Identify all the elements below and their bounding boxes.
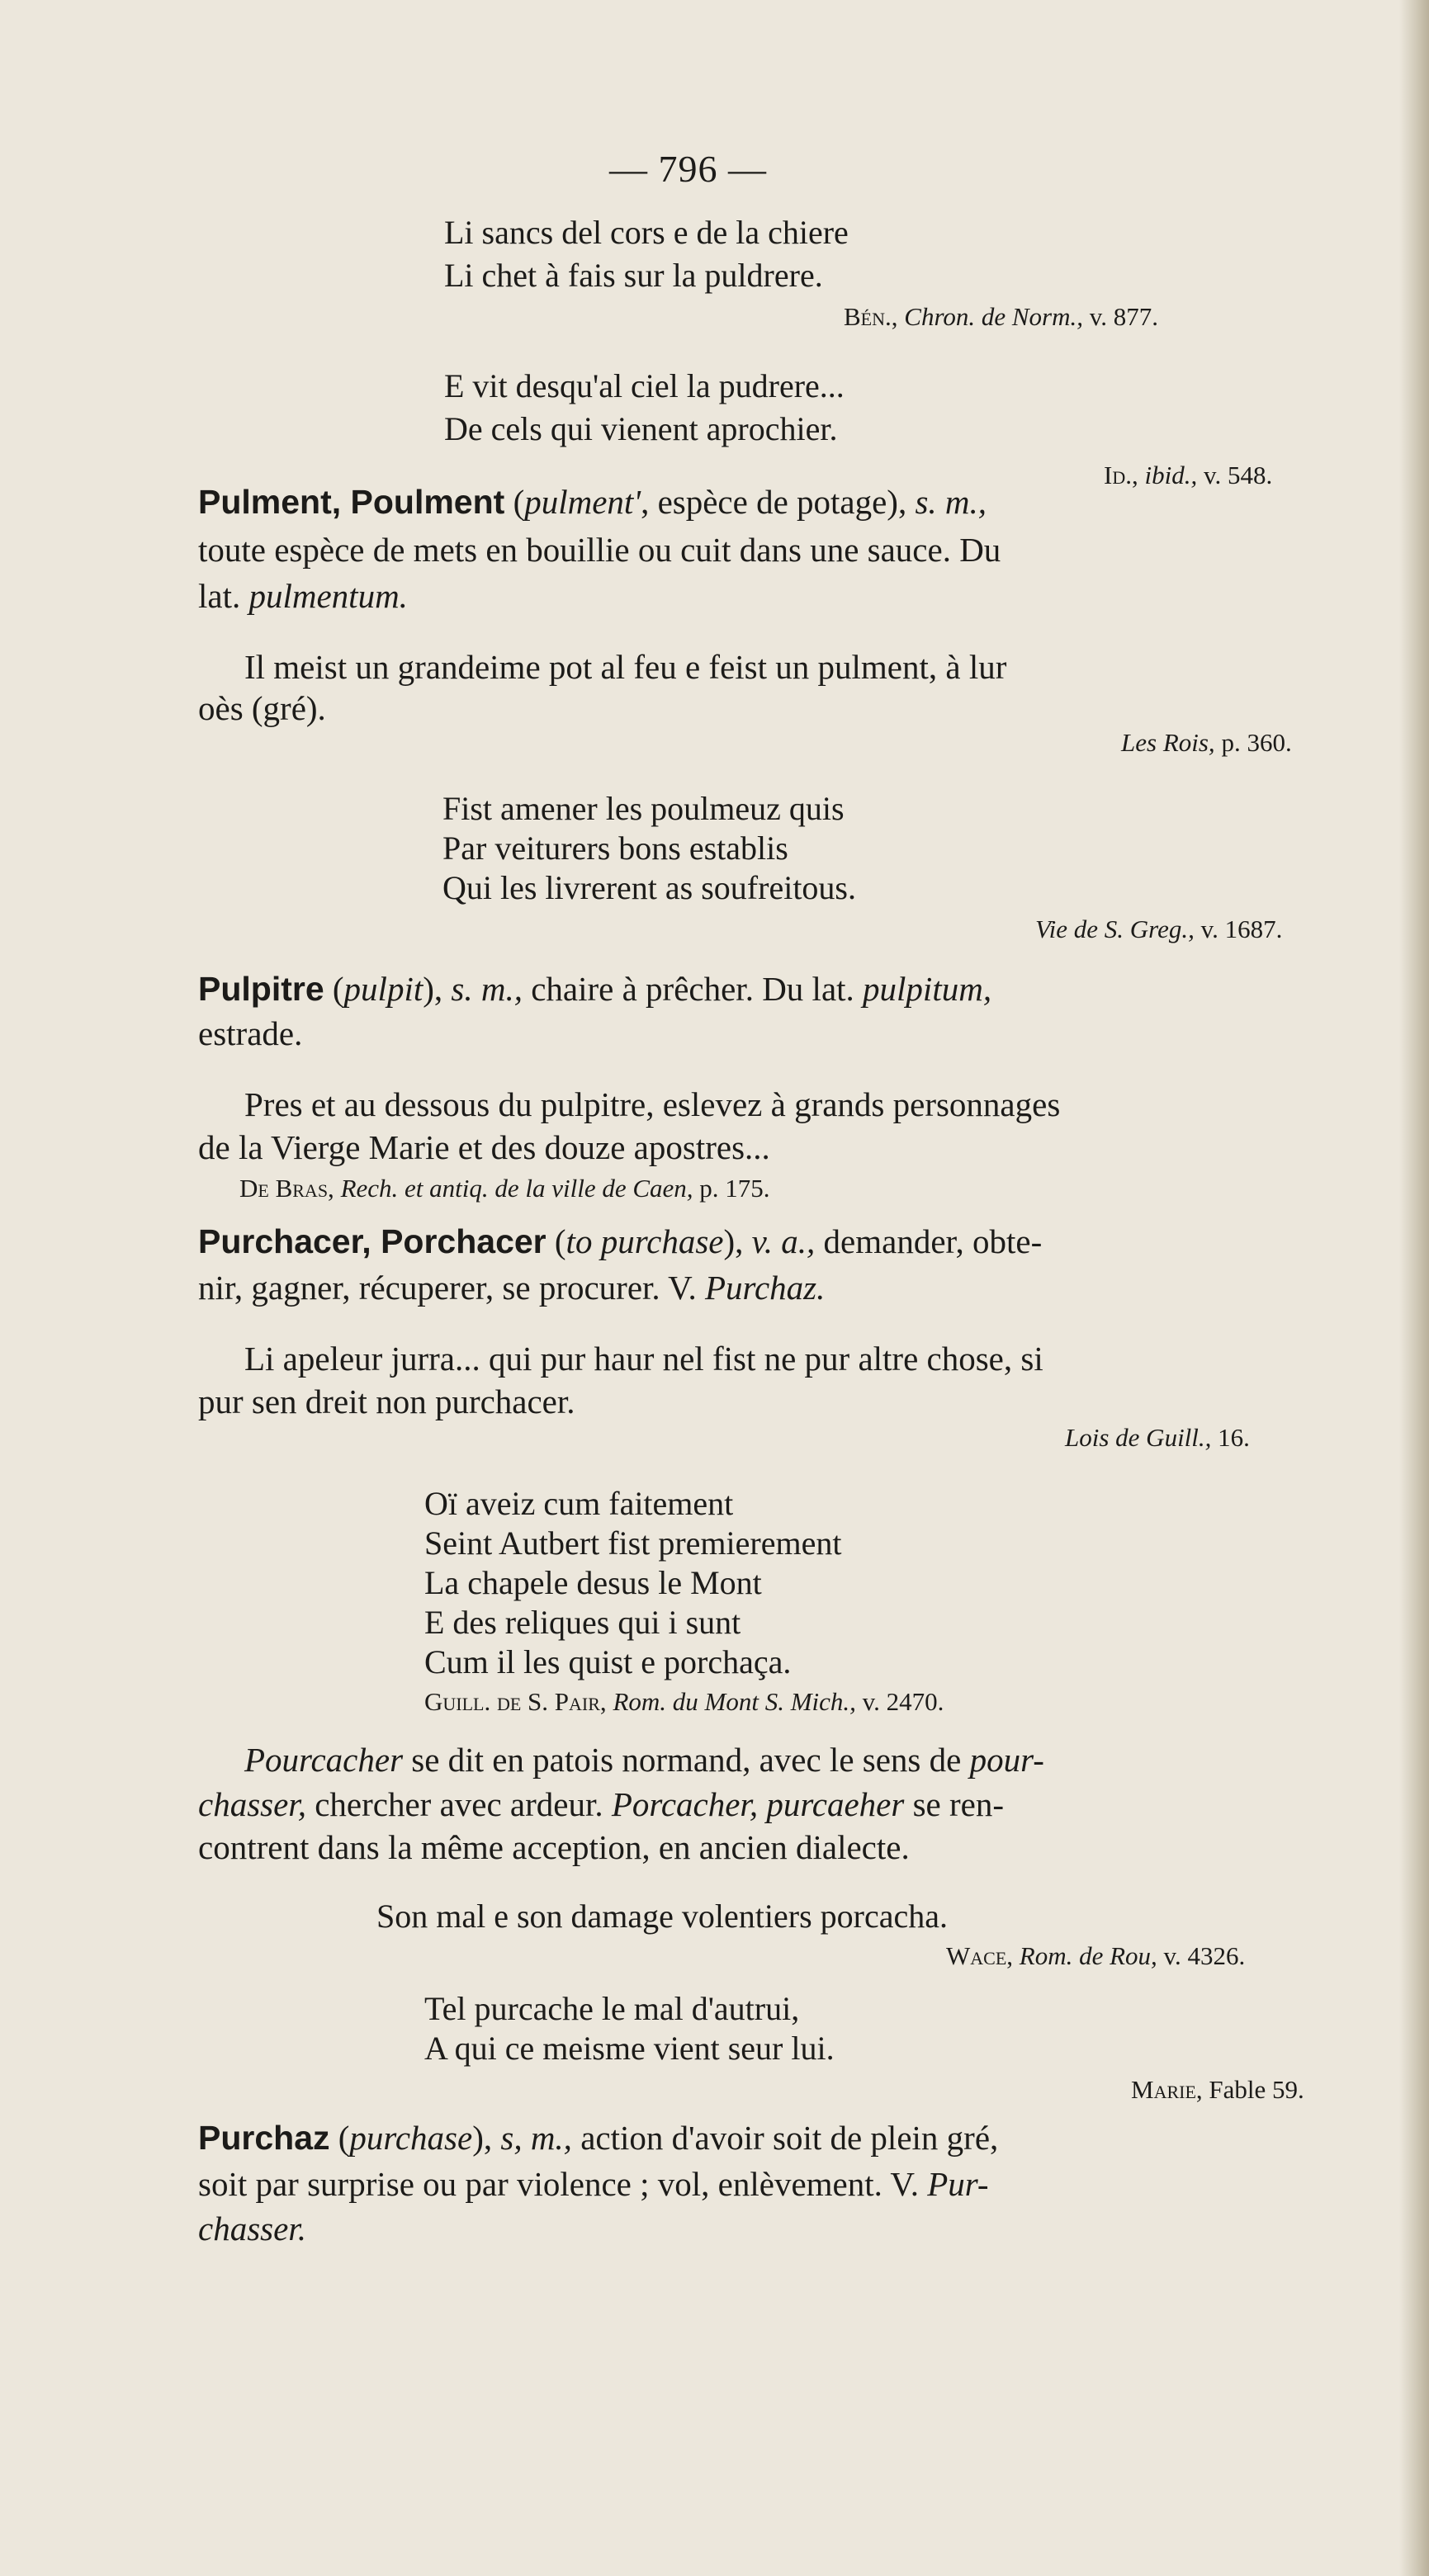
citation-author: De Bras, bbox=[239, 1174, 334, 1203]
dialect-word: pour- bbox=[969, 1741, 1044, 1779]
part-of-speech: s. m., bbox=[451, 970, 523, 1008]
verse-line: Son mal e son damage volentiers porcacha. bbox=[376, 1898, 948, 1935]
verse-line: Li sancs del cors e de la chiere bbox=[444, 214, 849, 251]
etymology-close: ), bbox=[472, 2119, 493, 2157]
headword: Purchacer, Porchacer bbox=[198, 1222, 547, 1260]
definition-line: toute espèce de mets en bouillie ou cuit dans une sauce. Du bbox=[198, 531, 1001, 569]
verse-line: Cum il les quist e porchaça. bbox=[424, 1643, 792, 1680]
page-edge-shadow bbox=[1399, 0, 1429, 2576]
cross-reference: Pur- bbox=[927, 2165, 989, 2203]
latin-label: lat. bbox=[198, 577, 241, 615]
citation bbox=[1121, 730, 1292, 755]
citation-ref: p. 360. bbox=[1221, 728, 1292, 757]
part-of-speech: s. m., bbox=[915, 483, 987, 521]
entry-pulpitre-line-1 bbox=[198, 972, 991, 1006]
citation-author: Wace, bbox=[946, 1941, 1014, 1970]
definition-line bbox=[198, 1271, 825, 1305]
citation-ref: 16. bbox=[1218, 1423, 1250, 1452]
cross-reference: Purchaz. bbox=[705, 1269, 826, 1307]
verse-line: De cels qui vienent aprochier. bbox=[444, 410, 838, 447]
citation-ref: v. 2470. bbox=[862, 1687, 944, 1716]
verse-line: Li chet à fais sur la puldrere. bbox=[444, 257, 823, 294]
entry-purchacer-line-1 bbox=[198, 1222, 1043, 1260]
part-of-speech: v. a., bbox=[751, 1222, 816, 1260]
etymology-close: ), bbox=[423, 970, 443, 1008]
citation-ref: Fable 59. bbox=[1209, 2075, 1304, 2104]
etymology-open: ( bbox=[338, 2119, 350, 2157]
verse-line: Oï aveiz cum faitement bbox=[424, 1485, 734, 1522]
citation bbox=[1065, 1425, 1250, 1450]
definition-text: soit par surprise ou par violence ; vol, enlèvement. V. bbox=[198, 2165, 919, 2203]
etymology-open: ( bbox=[513, 483, 525, 521]
definition-text: nir, gagner, récuperer, se procurer. V. bbox=[198, 1269, 697, 1307]
citation bbox=[424, 1689, 944, 1714]
etymology-word: pulment' bbox=[524, 483, 641, 521]
definition-line bbox=[198, 2167, 989, 2201]
verse-line: Seint Autbert fist premierement bbox=[424, 1524, 842, 1562]
note-text: se ren- bbox=[912, 1785, 1004, 1823]
headword: Pulment, Poulment bbox=[198, 483, 505, 521]
citation-work: ibid., bbox=[1144, 461, 1198, 489]
note-text: se dit en patois normand, avec le sens de bbox=[411, 1741, 962, 1779]
citation-ref: v. 548. bbox=[1203, 461, 1273, 489]
definition-line bbox=[198, 579, 408, 613]
prose-quote-line: Pres et au dessous du pulpitre, eslevez à grands personnages bbox=[244, 1085, 1061, 1123]
dialect-word: Pourcacher bbox=[244, 1741, 404, 1779]
citation-ref: v. 877. bbox=[1089, 302, 1158, 331]
note-line bbox=[244, 1743, 1044, 1777]
citation bbox=[1131, 2077, 1304, 2102]
part-of-speech: s, m., bbox=[500, 2119, 572, 2157]
verse-line: E des reliques qui i sunt bbox=[424, 1604, 741, 1641]
note-line bbox=[198, 1785, 1004, 1823]
cross-reference: chasser. bbox=[198, 2210, 306, 2248]
dialect-word: chasser, bbox=[198, 1785, 306, 1823]
citation-author: Guill. de S. Pair, bbox=[424, 1687, 607, 1716]
citation-ref: v. 1687. bbox=[1200, 915, 1283, 943]
definition-line: estrade. bbox=[198, 1014, 303, 1052]
prose-quote-line: pur sen dreit non purchacer. bbox=[198, 1383, 575, 1420]
citation-author: Id., bbox=[1104, 461, 1138, 489]
citation-work: Rom. de Rou, bbox=[1019, 1941, 1157, 1970]
verse-line: E vit desqu'al ciel la pudrere... bbox=[444, 367, 845, 404]
etymology-open: ( bbox=[554, 1222, 566, 1260]
citation-work: Lois de Guill., bbox=[1065, 1423, 1212, 1452]
citation-author: Marie, bbox=[1131, 2075, 1203, 2104]
citation bbox=[239, 1175, 770, 1201]
prose-quote-line: de la Vierge Marie et des douze apostres... bbox=[198, 1128, 770, 1166]
prose-quote-line: Li apeleur jurra... qui pur haur nel fist ne pur altre chose, si bbox=[244, 1340, 1043, 1378]
entry-pulment-line-1 bbox=[198, 485, 987, 519]
latin-word: pulpitum, bbox=[863, 970, 992, 1008]
etymology-close: ), bbox=[723, 1222, 744, 1260]
etymology-word: pulpit bbox=[343, 970, 423, 1008]
headword: Purchaz bbox=[198, 2119, 330, 2157]
definition: chaire à prêcher. Du lat. bbox=[531, 970, 854, 1008]
citation-work: Vie de S. Greg., bbox=[1035, 915, 1195, 943]
headword: Pulpitre bbox=[198, 970, 324, 1008]
etymology-open: ( bbox=[332, 970, 344, 1008]
verse-line: Fist amener les poulmeuz quis bbox=[442, 790, 845, 827]
citation-author: Bén., bbox=[844, 302, 898, 331]
note-line: contrent dans la même acception, en ancien dialecte. bbox=[198, 1828, 910, 1866]
prose-quote-line: Il meist un grandeime pot al feu e feist un pulment, à lur bbox=[244, 648, 1007, 686]
verse-line: Par veiturers bons establis bbox=[442, 830, 788, 867]
entry-purchaz-line-1 bbox=[198, 2121, 998, 2155]
citation bbox=[844, 304, 1158, 329]
dialect-word: Porcacher, purcaeher bbox=[611, 1785, 905, 1823]
page-number: — 796 — bbox=[609, 148, 767, 190]
citation-work: Les Rois, bbox=[1121, 728, 1215, 757]
verse-line: Qui les livrerent as soufreitous. bbox=[442, 869, 856, 906]
verse-line: La chapele desus le Mont bbox=[424, 1564, 762, 1601]
verse-line: Tel purcache le mal d'autrui, bbox=[424, 1990, 800, 2027]
citation bbox=[946, 1943, 1245, 1969]
citation-ref: p. 175. bbox=[699, 1174, 770, 1203]
etymology-word: to purchase bbox=[565, 1222, 724, 1260]
etymology-rest: , espèce de potage), bbox=[641, 483, 907, 521]
verse-line: A qui ce meisme vient seur lui. bbox=[424, 2030, 835, 2067]
note-text: chercher avec ardeur. bbox=[315, 1785, 603, 1823]
definition: demander, obte- bbox=[823, 1222, 1043, 1260]
citation bbox=[1035, 916, 1282, 942]
latin-word: pulmentum. bbox=[248, 577, 408, 615]
citation bbox=[1104, 462, 1272, 488]
citation-work: Chron. de Norm., bbox=[904, 302, 1083, 331]
citation-work: Rech. et antiq. de la ville de Caen, bbox=[340, 1174, 693, 1203]
citation-ref: v. 4326. bbox=[1163, 1941, 1246, 1970]
citation-work: Rom. du Mont S. Mich., bbox=[613, 1687, 856, 1716]
etymology-word: purchase bbox=[349, 2119, 473, 2157]
definition: action d'avoir soit de plein gré, bbox=[580, 2119, 999, 2157]
prose-quote-line: oès (gré). bbox=[198, 689, 326, 727]
